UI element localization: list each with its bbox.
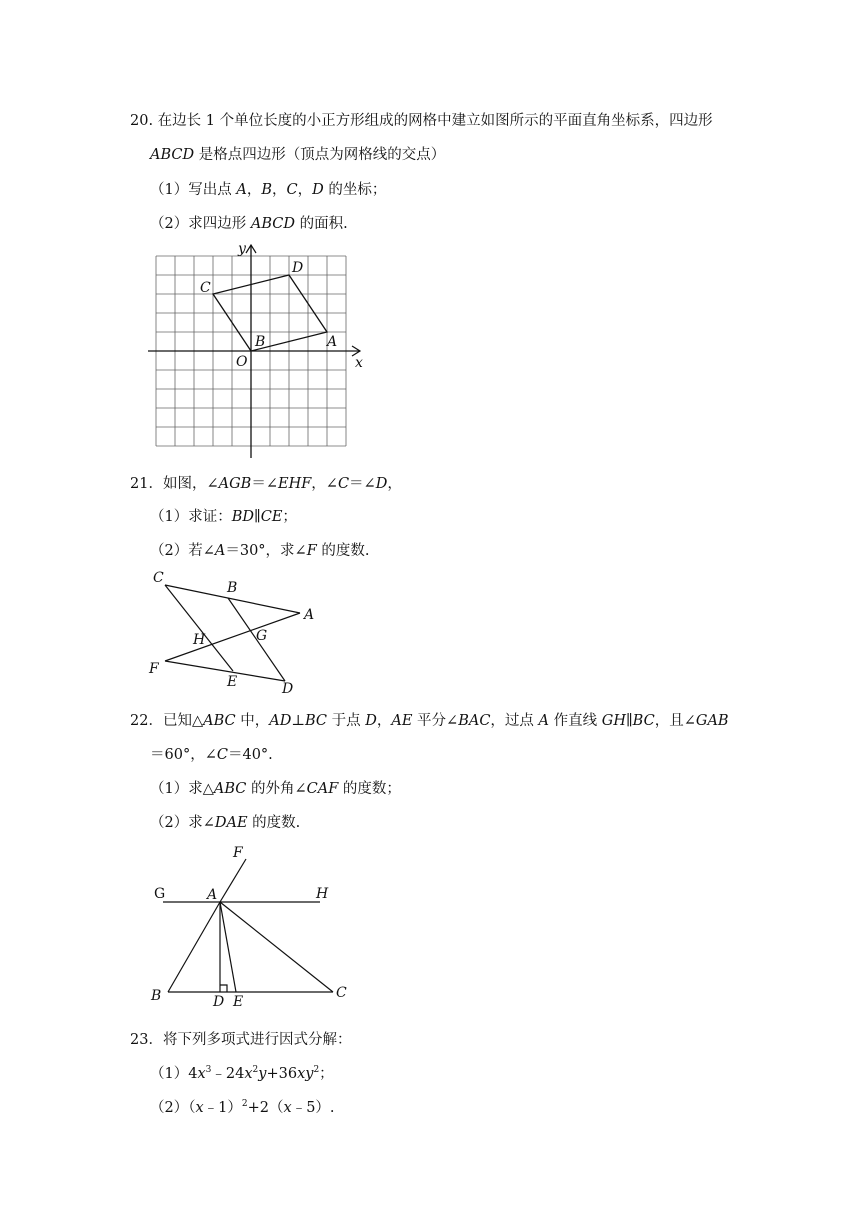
label-h: H <box>193 632 206 648</box>
segment-ab <box>168 902 220 992</box>
q22-part2: （2）求∠DAE 的度数. <box>150 815 301 831</box>
label-e: E <box>227 674 238 690</box>
q20-part2: （2）求四边形 ABCD 的面积. <box>150 216 348 232</box>
label-c: C <box>336 985 347 1001</box>
label-g: G <box>256 628 268 644</box>
segment-ae <box>220 902 236 992</box>
label-y: y <box>238 241 246 257</box>
q23-part1: $(1)4x^3﹣24x^2y+36xy^2$； <box>150 1065 334 1082</box>
label-c: C <box>153 570 164 586</box>
label-a: A <box>327 334 338 350</box>
label-h: H <box>316 886 329 902</box>
right-angle-mark <box>220 985 227 992</box>
label-c: C <box>200 280 211 296</box>
q21-part2: （2）若∠A＝30°，求∠F 的度数. <box>150 543 370 559</box>
label-g: G <box>154 886 166 902</box>
ray-af <box>220 859 246 902</box>
label-o: O <box>236 354 248 370</box>
label-a: A <box>304 607 315 623</box>
label-b: B <box>255 334 266 350</box>
label-e: E <box>233 994 244 1010</box>
label-b: B <box>151 988 162 1004</box>
label-f: F <box>233 845 243 861</box>
label-d: D <box>282 681 294 697</box>
q21-part1: （1）求证：BD∥CE； <box>150 509 297 525</box>
label-a: A <box>207 887 218 903</box>
q22-part1: （1）求△ABC 的外角∠CAF 的度数； <box>150 781 401 797</box>
segment-ac <box>220 902 333 992</box>
q23-line1: 23．将下列多项式进行因式分解： <box>130 1032 352 1048</box>
q20-line1: 20. 在边长 1 个单位长度的小正方形组成的网格中建立如图所示的平面直角坐标系，四边形 <box>130 113 713 129</box>
q20-part1: （1）写出点 A，B，C，D 的坐标； <box>150 182 387 198</box>
label-d: D <box>292 260 304 276</box>
q22-line1: 22．已知△ABC 中，AD⊥BC 于点 D，AE 平分∠BAC，过点 A 作直线 GH∥BC，且∠GAB <box>130 713 729 729</box>
q22-line2: ＝60°，∠C＝40°. <box>150 747 273 763</box>
q23-part2: （2）（x﹣1）$^2$+2（x﹣5）. <box>150 1099 335 1116</box>
q21-line1: 21．如图，∠AGB＝∠EHF，∠C＝∠D， <box>130 476 402 492</box>
label-d: D <box>213 994 225 1010</box>
label-x: x <box>355 355 363 371</box>
q20-line2: ABCD 是格点四边形（顶点为网格线的交点） <box>150 147 446 163</box>
label-b: B <box>227 580 238 596</box>
label-f: F <box>149 661 159 677</box>
